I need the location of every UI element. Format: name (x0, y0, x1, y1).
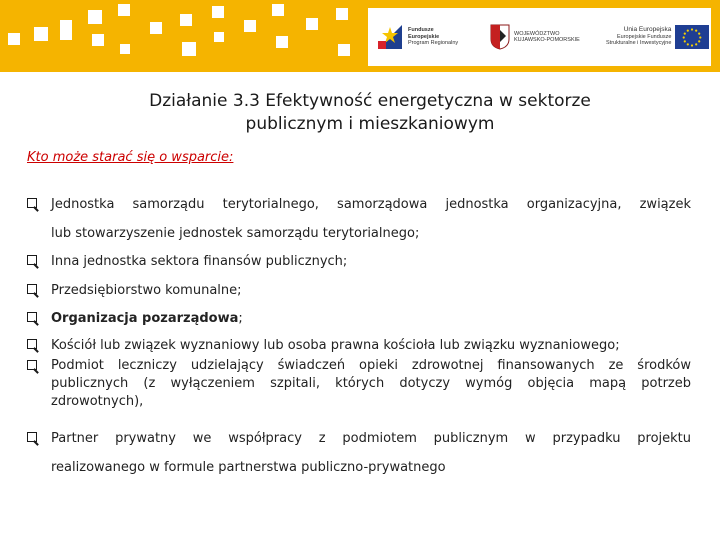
list-item-text: zdrowotnych), (51, 394, 144, 409)
page-title-line: publicznym i mieszkaniowym (245, 114, 495, 134)
decorative-square (34, 27, 48, 41)
decorative-square (306, 18, 318, 30)
list-item-text: publicznych (z wyłączeniem szpitali, których dotyczy wymóg objęcia mapą potrzeb (51, 376, 691, 391)
list-item-text: Przedsiębiorstwo komunalne; (51, 283, 242, 298)
checkbox-bullet-icon (27, 360, 37, 370)
header-band (0, 0, 720, 72)
decorative-square (120, 44, 130, 54)
decorative-square (180, 14, 192, 26)
decorative-square (88, 10, 102, 24)
eu-logo-line: Strukturalne i Inwestycyjne (606, 40, 672, 47)
checkbox-bullet-icon (27, 284, 37, 294)
funds-logo-line: Fundusze (408, 27, 434, 34)
decorative-square (214, 32, 224, 42)
decorative-square (8, 33, 20, 45)
region-logo-line: WOJEWÓDZTWO (514, 30, 560, 37)
eu-flag-icon (675, 25, 709, 49)
list-item-text: lub stowarzyszenie jednostek samorządu terytorialnego; (51, 226, 420, 241)
list-item-text: Jednostka samorządu terytorialnego, samorządowa jednostka organizacyjna, związek (51, 197, 691, 212)
eu-logo (606, 18, 709, 56)
decorative-square (272, 4, 284, 16)
decorative-square (92, 34, 104, 46)
list-item-text: Podmiot leczniczy udzielający świadczeń opieki zdrowotnej finansowanych ze środków (51, 358, 691, 373)
decorative-square (150, 22, 162, 34)
subheading: Kto może starać się o wsparcie: (27, 150, 234, 165)
funds-logo (376, 18, 458, 56)
list-item (27, 193, 691, 245)
list-item-text: Partner prywatny we współpracy z podmiotem publicznym w przypadku projektu (51, 431, 691, 446)
decorative-square (212, 6, 224, 18)
decorative-square (336, 8, 348, 20)
list-item (27, 357, 691, 411)
list-item (27, 427, 691, 479)
decorative-square (118, 4, 130, 16)
list-item (27, 307, 691, 330)
region-logo-line: KUJAWSKO-POMORSKIE (514, 37, 580, 43)
eu-logo-line: Unia Europejska (623, 26, 672, 34)
list-item (27, 279, 691, 302)
decorative-square (338, 44, 350, 56)
eu-logo-line: Europejskie Fundusze (617, 33, 672, 40)
checkbox-bullet-icon (27, 432, 37, 442)
region-crest-icon (490, 24, 510, 50)
list-item-text (51, 307, 691, 330)
checkbox-bullet-icon (27, 198, 37, 208)
list-item-text-rest: ; (238, 311, 243, 326)
decorative-square (182, 42, 196, 56)
page-title (60, 90, 680, 136)
page-title-line: Działanie 3.3 Efektywność energetyczna w sektorze (149, 91, 591, 111)
list-item (27, 250, 691, 273)
checkbox-bullet-icon (27, 312, 37, 322)
funds-star-icon (376, 23, 404, 51)
checkbox-bullet-icon (27, 339, 37, 349)
funds-logo-line: Europejskie (408, 33, 440, 40)
logo-bar (368, 8, 711, 66)
list-item-text: Inna jednostka sektora finansów publicznych; (51, 254, 348, 269)
checkbox-bullet-icon (27, 255, 37, 265)
list-item-text: Kościół lub związek wyznaniowy lub osoba prawna kościoła lub związku wyznaniowego; (51, 338, 620, 353)
region-logo (490, 18, 580, 56)
list-item-text: realizowanego w formule partnerstwa publiczno-prywatnego (51, 460, 446, 475)
decorative-square (276, 36, 288, 48)
decorative-square (60, 20, 72, 40)
decorative-square (244, 20, 256, 32)
list-item-bold-text: Organizacja pozarządowa (51, 311, 239, 326)
list-item (27, 334, 691, 357)
funds-logo-line: Program Regionalny (408, 40, 459, 47)
